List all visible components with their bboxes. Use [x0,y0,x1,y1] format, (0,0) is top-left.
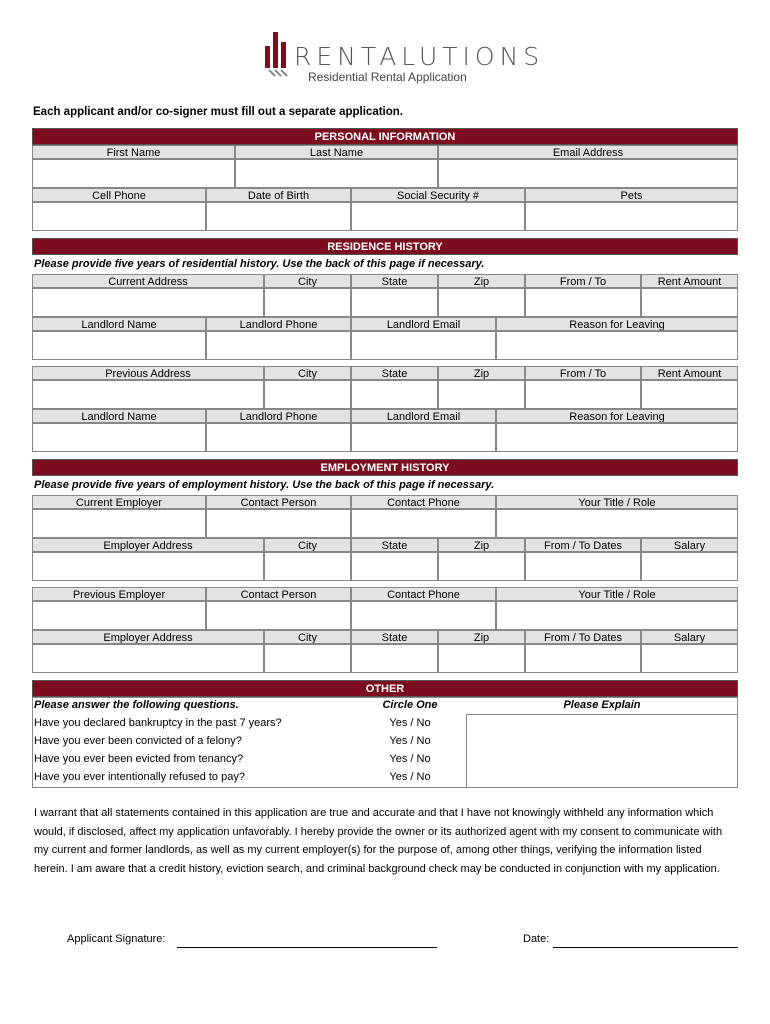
prev-landlord-email-field[interactable] [351,423,496,452]
explanation-field[interactable] [466,714,738,788]
prev-zip-label: Zip [438,366,525,380]
current-address-field[interactable] [32,288,264,317]
prev-emp-zip-field[interactable] [438,644,525,673]
prev-contact-phone-field[interactable] [351,601,496,630]
previous-employer-label: Previous Employer [32,587,206,601]
prev-contact-person-label: Contact Person [206,587,351,601]
circle-one-heading: Circle One [382,699,438,711]
prev-landlord-name-field[interactable] [32,423,206,452]
last-name-field[interactable] [235,159,438,188]
title-role-label: Your Title / Role [496,495,738,509]
prev-reason-leaving-field[interactable] [496,423,738,452]
reason-leaving-field[interactable] [496,331,738,360]
previous-address-label: Previous Address [32,366,264,380]
salary-label: Salary [641,538,738,552]
contact-person-label: Contact Person [206,495,351,509]
email-label: Email Address [438,145,738,159]
prev-employer-address-field[interactable] [32,644,264,673]
prev-city-field[interactable] [264,380,351,409]
landlord-email-label: Landlord Email [351,317,496,331]
employment-note: Please provide five years of employment history. Use the back of this page if necessary. [34,479,495,491]
residence-note: Please provide five years of residential history. Use the back of this page if necessary. [34,258,485,270]
certification-statement: I warrant that all statements contained in this application are true and accurate and that I have not knowingly withheld any information which would, if disclosed, affect my application unfavorably. I hereby provide the owner or its authorized agent with my consent to communicate with my current and former landlords, as well as my current employer(s) for the purpose of, among other things, verifying the information listed herein. I am aware that a credit history, eviction search, and criminal background check may be conducted in conjunction with my application. [34,807,723,875]
landlord-phone-label: Landlord Phone [206,317,351,331]
city-label: City [264,274,351,288]
contact-phone-field[interactable] [351,509,496,538]
contact-person-field[interactable] [206,509,351,538]
other-instruction: Please answer the following questions. [34,699,239,711]
cell-phone-label: Cell Phone [32,188,206,202]
please-explain-heading: Please Explain [563,699,641,711]
prev-city-label: City [264,366,351,380]
landlord-name-field[interactable] [32,331,206,360]
prev-reason-leaving-label: Reason for Leaving [496,409,738,423]
from-to-dates-label: From / To Dates [525,538,641,552]
zip-label: Zip [438,274,525,288]
current-employer-label: Current Employer [32,495,206,509]
prev-rent-amount-label: Rent Amount [641,366,738,380]
applicant-signature-label: Applicant Signature: [67,933,166,945]
ssn-label: Social Security # [351,188,525,202]
section-personal-header: PERSONAL INFORMATION [32,128,738,145]
prev-landlord-phone-label: Landlord Phone [206,409,351,423]
last-name-label: Last Name [235,145,438,159]
rent-amount-label: Rent Amount [641,274,738,288]
question-refused-pay: Have you ever intentionally refused to pay? [34,771,245,783]
landlord-phone-field[interactable] [206,331,351,360]
prev-emp-city-label: City [264,630,351,644]
prev-salary-field[interactable] [641,644,738,673]
prev-landlord-phone-field[interactable] [206,423,351,452]
prev-from-to-dates-label: From / To Dates [525,630,641,644]
current-rent-field[interactable] [641,288,738,317]
intro-text: Each applicant and/or co-signer must fill out a separate application. [33,106,403,118]
landlord-name-label: Landlord Name [32,317,206,331]
email-field[interactable] [438,159,738,188]
current-city-field[interactable] [264,288,351,317]
emp-zip-field[interactable] [438,552,525,581]
prev-emp-from-to-field[interactable] [525,644,641,673]
salary-field[interactable] [641,552,738,581]
employer-address-field[interactable] [32,552,264,581]
current-address-label: Current Address [32,274,264,288]
employer-address-label: Employer Address [32,538,264,552]
dob-label: Date of Birth [206,188,351,202]
emp-city-label: City [264,538,351,552]
date-line[interactable] [553,946,738,948]
applicant-signature-line[interactable] [177,946,437,948]
current-zip-field[interactable] [438,288,525,317]
reason-leaving-label: Reason for Leaving [496,317,738,331]
previous-employer-field[interactable] [32,601,206,630]
landlord-email-field[interactable] [351,331,496,360]
ssn-field[interactable] [351,202,525,231]
prev-title-role-field[interactable] [496,601,738,630]
question-evicted: Have you ever been evicted from tenancy? [34,753,244,765]
emp-state-field[interactable] [351,552,438,581]
state-label: State [351,274,438,288]
current-state-field[interactable] [351,288,438,317]
prev-emp-zip-label: Zip [438,630,525,644]
prev-emp-city-field[interactable] [264,644,351,673]
dob-field[interactable] [206,202,351,231]
emp-zip-label: Zip [438,538,525,552]
prev-landlord-name-label: Landlord Name [32,409,206,423]
prev-employer-address-label: Employer Address [32,630,264,644]
answer-felony[interactable]: Yes / No [389,735,431,747]
question-felony: Have you ever been convicted of a felony? [34,735,242,747]
emp-from-to-field[interactable] [525,552,641,581]
emp-state-label: State [351,538,438,552]
prev-from-to-label: From / To [525,366,641,380]
prev-emp-state-field[interactable] [351,644,438,673]
contact-phone-label: Contact Phone [351,495,496,509]
prev-contact-person-field[interactable] [206,601,351,630]
prev-rent-field[interactable] [641,380,738,409]
prev-title-role-label: Your Title / Role [496,587,738,601]
answer-bankruptcy[interactable]: Yes / No [389,717,431,729]
document-subtitle: Residential Rental Application [308,70,467,84]
brand-name: RENTALUTIONS [294,42,545,71]
prev-from-to-field[interactable] [525,380,641,409]
title-role-field[interactable] [496,509,738,538]
logo-mark-icon [263,32,293,78]
answer-refused-pay[interactable]: Yes / No [389,771,431,783]
prev-state-label: State [351,366,438,380]
answer-evicted[interactable]: Yes / No [389,753,431,765]
current-from-to-field[interactable] [525,288,641,317]
section-other-header: OTHER [32,680,738,697]
emp-city-field[interactable] [264,552,351,581]
question-bankruptcy: Have you declared bankruptcy in the past 7 years? [34,717,282,729]
prev-contact-phone-label: Contact Phone [351,587,496,601]
from-to-label: From / To [525,274,641,288]
pets-label: Pets [525,188,738,202]
prev-landlord-email-label: Landlord Email [351,409,496,423]
first-name-field[interactable] [32,159,235,188]
prev-zip-field[interactable] [438,380,525,409]
prev-state-field[interactable] [351,380,438,409]
section-residence-header: RESIDENCE HISTORY [32,238,738,255]
current-employer-field[interactable] [32,509,206,538]
first-name-label: First Name [32,145,235,159]
previous-address-field[interactable] [32,380,264,409]
prev-salary-label: Salary [641,630,738,644]
prev-emp-state-label: State [351,630,438,644]
date-label: Date: [523,933,550,945]
pets-field[interactable] [525,202,738,231]
section-employment-header: EMPLOYMENT HISTORY [32,459,738,476]
cell-phone-field[interactable] [32,202,206,231]
